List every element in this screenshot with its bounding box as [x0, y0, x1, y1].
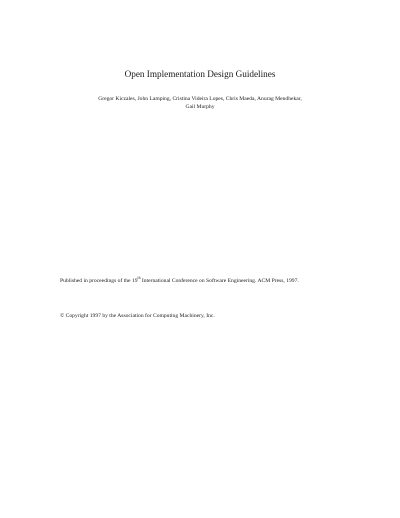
publication-note: [60, 277, 299, 285]
publication-note-venue: International Conference on Software Engineering. ACM Press, 1997.: [140, 278, 299, 284]
publication-note-text: Published in proceedings of the 19: [60, 278, 138, 284]
author-list: [60, 95, 340, 111]
author-line-1: Gregor Kiczales, John Lamping, Cristina Videira Lopes, Chris Maeda, Anurag Mendhekar,: [98, 96, 302, 102]
copyright-notice: © Copyright 1997 by the Association for Computing Machinery, Inc.: [60, 313, 215, 319]
paper-title: Open Implementation Design Guidelines: [124, 69, 276, 79]
ordinal-suffix: th: [137, 276, 141, 280]
author-line-2: Gail Murphy: [185, 104, 215, 110]
